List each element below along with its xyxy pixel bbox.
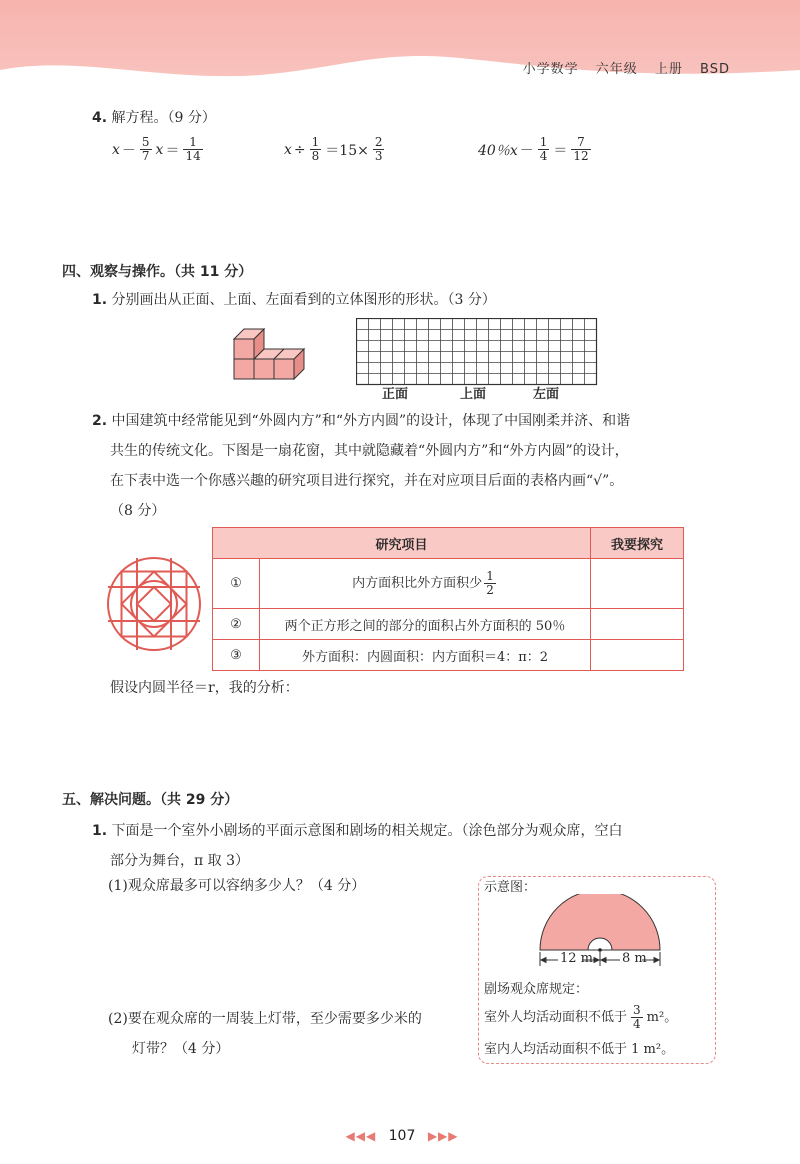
diagram-title: 示意图： — [484, 880, 537, 895]
header-volume: 上册 — [654, 62, 683, 77]
eq1-frac1: $\frac{5}{7}$ — [141, 135, 150, 163]
research-table — [212, 527, 684, 671]
header-subject: 小学数学 — [522, 62, 579, 77]
q4-title: 解方程。（9 分） — [111, 110, 216, 126]
equation-3 — [478, 136, 593, 163]
header-grade: 六年级 — [595, 62, 638, 77]
row-3-index: ③ — [213, 640, 260, 671]
s5-sub1: (1)观众席最多可以容纳多少人？（4 分） — [108, 878, 366, 894]
s4-q2-line-1 — [92, 406, 732, 436]
eq2-frac1: $\frac{1}{8}$ — [311, 135, 320, 163]
row-1-text-main: 内方面积比外方面积少 — [352, 576, 483, 591]
row-1-index: ① — [213, 559, 260, 609]
label-front: 正面 — [382, 387, 409, 402]
analysis-prompt: 假设内圆半径＝r，我的分析： — [110, 680, 299, 696]
cube-front-2 — [254, 359, 274, 379]
equation-1 — [112, 136, 205, 163]
label-left: 左面 — [533, 387, 560, 402]
row-3-text: 外方面积：内圆面积：内方面积＝4：π：2 — [260, 640, 591, 671]
eq3-equals: ＝ — [553, 142, 568, 159]
dimension-12m: 12 m — [560, 951, 594, 966]
s4-q1-text — [92, 290, 496, 310]
row-1-text — [260, 559, 591, 609]
row-1-frac: $\frac{1}{2}$ — [486, 569, 494, 597]
drawing-grid — [356, 318, 600, 386]
left-arrows-icon: ◀◀◀ — [345, 1129, 377, 1143]
eq2-frac2: $\frac{2}{3}$ — [374, 135, 383, 163]
eq1-op: － — [121, 142, 136, 159]
eq2-equals: ＝15× — [325, 142, 369, 159]
right-arrows-icon: ▶▶▶ — [427, 1129, 459, 1143]
q4-number: 4. — [92, 110, 108, 126]
s4-q2-line-1-text: 中国建筑中经常能见到“外圆内方”和“外方内圆”的设计，体现了中国刚柔并济、和谐 — [111, 413, 631, 429]
rule-outdoor-frac: $\frac{3}{4}$ — [633, 1003, 641, 1031]
eq3-frac2: $\frac{7}{12}$ — [573, 135, 589, 163]
eq2-op: ÷ — [293, 141, 306, 158]
label-top: 上面 — [460, 387, 487, 402]
row-3-check-cell[interactable] — [591, 640, 684, 671]
s4-q1-question: 分别画出从正面、上面、左面看到的立体图形的形状。（3 分） — [111, 292, 496, 308]
eq3-frac1: $\frac{1}{4}$ — [539, 135, 548, 163]
section5-title: 五、解决问题。（共 29 分） — [62, 792, 239, 808]
rule-outdoor-text: 室外人均活动面积不低于 — [484, 1009, 628, 1025]
page-number: 107 — [388, 1128, 416, 1144]
s5-sub2-line-2: 灯带？（4 分） — [132, 1041, 230, 1057]
theater-diagram — [520, 894, 680, 970]
row-2-text: 两个正方形之间的部分的面积占外方面积的 50％ — [260, 609, 591, 640]
row-2-check-cell[interactable] — [591, 609, 684, 640]
s4-q2-paragraph — [92, 406, 732, 526]
s4-q2-line-4: （8 分） — [110, 503, 166, 519]
rules-title: 剧场观众席规定： — [484, 982, 589, 997]
eq1-var: x — [112, 141, 120, 158]
window-lattice-figure — [106, 556, 202, 652]
eq2-var: x — [284, 141, 292, 158]
eq1-frac2: $\frac{1}{14}$ — [185, 135, 201, 163]
s4-q2-line-3: 在下表中选一个你感兴趣的研究项目进行探究，并在对应项目后面的表格内画“√”。 — [110, 473, 624, 489]
eq3-op: － — [519, 142, 534, 159]
cube-figure — [228, 328, 314, 382]
section4-title: 四、观察与操作。（共 11 分） — [62, 264, 253, 280]
cube-front-3 — [274, 359, 294, 379]
rule-outdoor — [484, 1004, 677, 1031]
s5-q1-paragraph — [92, 816, 732, 876]
header-edition: BSD — [700, 62, 730, 77]
eq1-equals: ＝ — [165, 142, 180, 159]
cube-front-1 — [234, 359, 254, 379]
equation-2 — [284, 136, 386, 163]
th-research-item: 研究项目 — [213, 528, 591, 559]
eq3-var: 40％x — [478, 142, 518, 159]
rule-indoor: 室内人均活动面积不低于 1 m²。 — [484, 1042, 675, 1057]
eq1-var2: x — [155, 141, 164, 158]
page-footer — [322, 1128, 482, 1144]
s5-q1-line-1 — [92, 816, 732, 846]
s5-q1-line-2: 部分为舞台，π 取 3） — [110, 853, 250, 869]
s4-q2-number: 2. — [92, 413, 108, 429]
s5-q1-line-1-text: 下面是一个室外小剧场的平面示意图和剧场的相关规定。（涂色部分为观众席，空白 — [111, 823, 623, 839]
row-1-check-cell[interactable] — [591, 559, 684, 609]
s5-sub2-line-1: (2)要在观众席的一周装上灯带，至少需要多少米的 — [108, 1011, 422, 1027]
s5-q1-number: 1. — [92, 823, 108, 839]
dimension-8m: 8 m — [622, 951, 647, 966]
s4-q2-line-2: 共生的传统文化。下图是一扇花窗，其中就隐藏着“外圆内方”和“外方内圆”的设计， — [110, 443, 629, 459]
th-explore: 我要探究 — [591, 528, 684, 559]
q4-heading — [92, 108, 216, 128]
rule-outdoor-unit: m²。 — [646, 1009, 678, 1025]
s4-q1-number: 1. — [92, 292, 108, 308]
row-2-index: ② — [213, 609, 260, 640]
header-text — [511, 58, 730, 77]
s5-sub2 — [108, 1004, 422, 1064]
